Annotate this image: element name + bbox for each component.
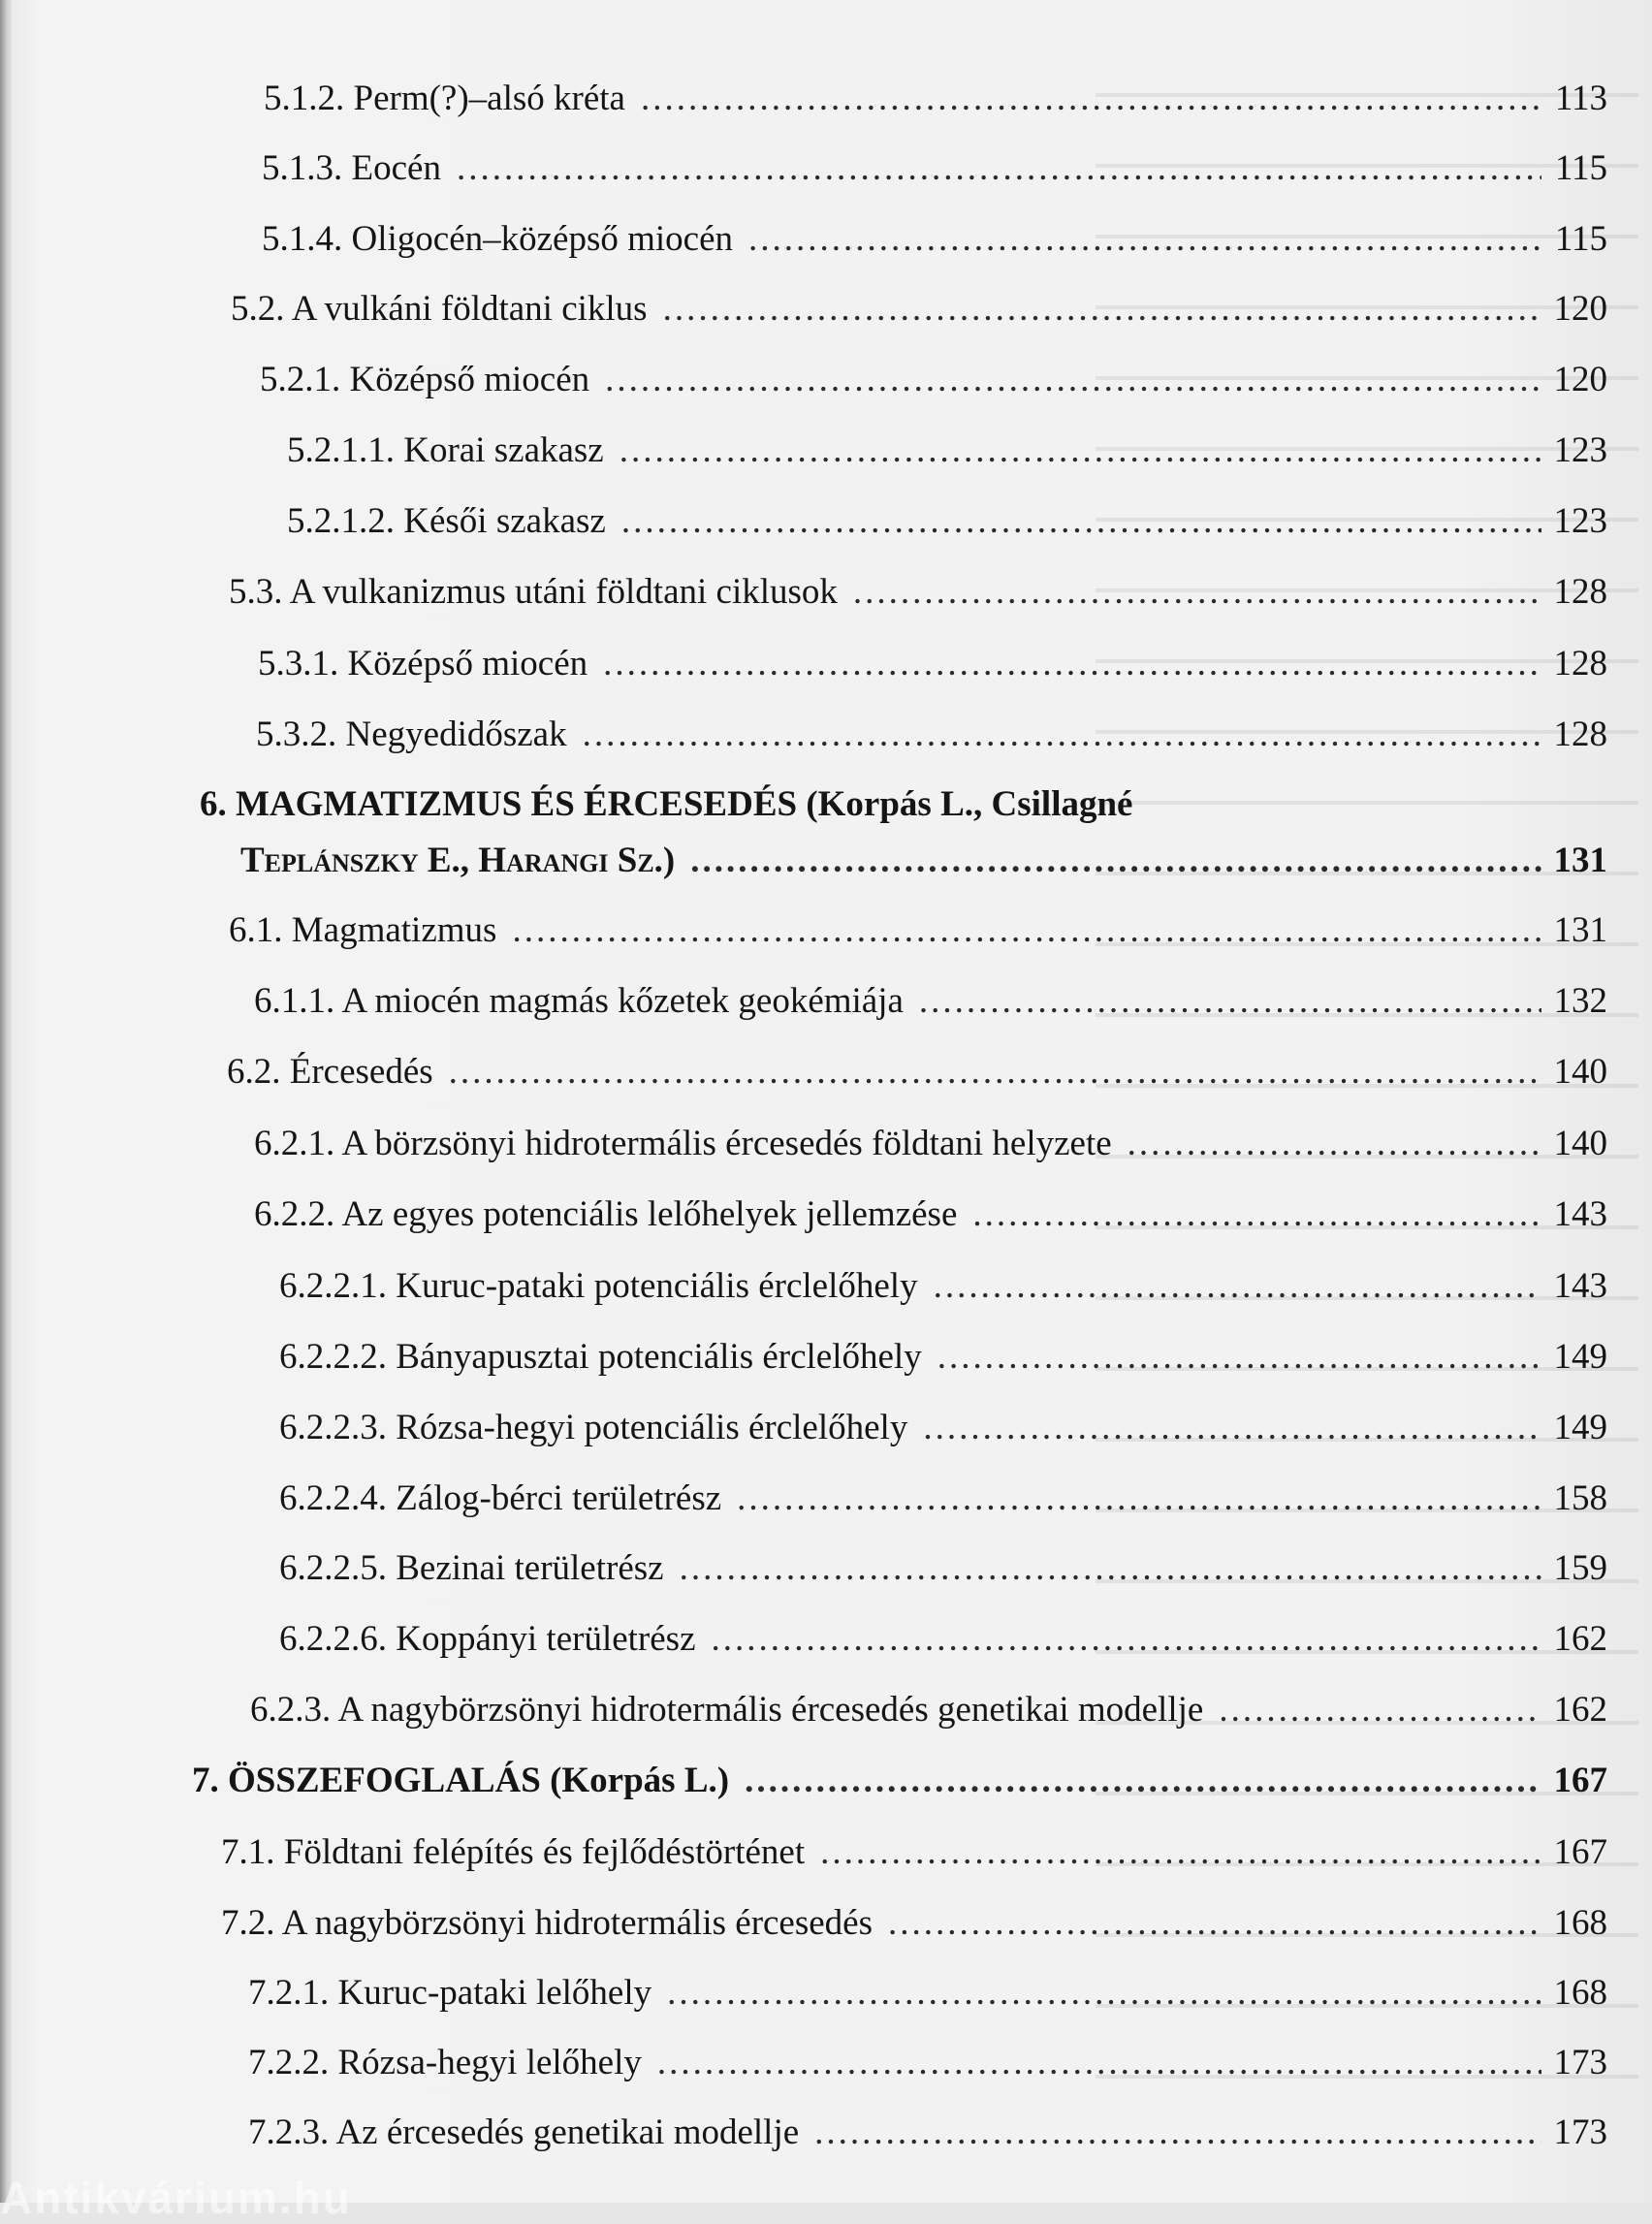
- toc-entry-label: 5.2.1.1. Korai szakasz: [287, 430, 604, 470]
- dot-leader: [583, 716, 1541, 752]
- toc-entry-page: 140: [1553, 1124, 1607, 1163]
- toc-entry: [279, 1320, 1607, 1375]
- dot-leader: [748, 221, 1541, 257]
- toc-entry: [279, 1391, 1607, 1446]
- toc-entry-label: 5.2.1. Középső miocén: [260, 360, 590, 399]
- toc-entry: [254, 965, 1607, 1019]
- toc-entry-page: 162: [1553, 1619, 1607, 1659]
- toc-entry-label: 6.1. Magmatizmus: [229, 910, 497, 950]
- toc-entry-page: 128: [1553, 572, 1607, 612]
- toc-entry-page: 113: [1554, 79, 1607, 118]
- toc-entry-label: 6.1.1. A miocén magmás kőzetek geokémiája: [254, 981, 904, 1021]
- toc-entry: [256, 698, 1607, 752]
- dot-leader: [620, 432, 1541, 468]
- toc-entry: [221, 1887, 1607, 1941]
- toc-entry: [248, 1956, 1607, 2011]
- dot-leader: [712, 1621, 1542, 1657]
- toc-entry: [287, 485, 1607, 539]
- toc-entry: [279, 1603, 1607, 1657]
- toc-entry: [227, 1035, 1607, 1090]
- dot-leader: [888, 1905, 1541, 1941]
- toc-entry: [260, 343, 1607, 397]
- dot-leader: [745, 1763, 1541, 1798]
- toc-entry-page: 115: [1554, 148, 1607, 188]
- watermark: Antikvárium.hu: [0, 2173, 352, 2223]
- toc-entry-label: 7.2.3. Az ércesedés genetikai modellje: [248, 2113, 800, 2152]
- dot-leader: [972, 1196, 1541, 1232]
- toc-entry-label: 5.3. A vulkanizmus utáni földtani ciklusok: [229, 572, 838, 612]
- dot-leader: [923, 1410, 1541, 1446]
- toc-entry-page: 167: [1553, 1761, 1607, 1800]
- toc-entry: [279, 1462, 1607, 1516]
- toc-entry-page: 131: [1553, 841, 1607, 880]
- dot-leader: [512, 912, 1541, 948]
- dot-leader: [603, 646, 1541, 682]
- toc-entry-page: 143: [1553, 1194, 1607, 1234]
- toc-entry: [254, 1178, 1607, 1232]
- toc-entry-page: 131: [1553, 910, 1607, 950]
- dot-leader: [814, 2114, 1541, 2150]
- dot-leader: [934, 1268, 1541, 1304]
- toc-entry-page: 120: [1553, 289, 1607, 329]
- dot-leader: [657, 2045, 1541, 2081]
- toc-entry-page: 159: [1553, 1548, 1607, 1588]
- toc-entry-page: 149: [1553, 1337, 1607, 1377]
- dot-leader: [457, 150, 1541, 186]
- toc-entry-page: 162: [1553, 1690, 1607, 1730]
- toc-entry-label: 5.1.2. Perm(?)–alsó kréta: [264, 79, 625, 118]
- chapter-title-line-2: Teplánszky E., Harangi Sz.): [240, 841, 676, 880]
- toc-entry-page: 149: [1553, 1408, 1607, 1447]
- toc-entry-label: 5.3.2. Negyedidőszak: [256, 715, 567, 754]
- toc-entry: [262, 132, 1607, 186]
- dot-leader: [621, 503, 1541, 539]
- toc-entry-label: 6.2.1. A börzsönyi hidrotermális ércesedés földtani helyzete: [254, 1124, 1112, 1163]
- toc-entry-page: 132: [1553, 981, 1607, 1021]
- dot-leader: [1128, 1126, 1541, 1161]
- toc-entry-label: 6.2.2.4. Zálog-bérci területrész: [279, 1478, 722, 1518]
- dot-leader: [1219, 1692, 1541, 1728]
- toc-entry-label: 7.2.2. Rózsa-hegyi lelőhely: [248, 2043, 642, 2082]
- toc-entry-page: 168: [1553, 1903, 1607, 1943]
- toc-entry: [264, 62, 1607, 116]
- toc-entry-label: 6.2.2.3. Rózsa-hegyi potenciális érclelőhely: [279, 1408, 908, 1447]
- toc-entry-label: 7.2. A nagybörzsönyi hidrotermális ércesedés: [221, 1903, 873, 1943]
- toc-entry-page: 173: [1553, 2113, 1607, 2152]
- toc-entry: [279, 1532, 1607, 1586]
- toc-entry-page: 120: [1553, 360, 1607, 399]
- dot-leader: [663, 291, 1541, 327]
- toc-entry-label: 6.2.2.2. Bányapusztai potenciális érclelőhely: [279, 1337, 922, 1377]
- toc-entry-label: 7.2.1. Kuruc-pataki lelőhely: [248, 1973, 652, 2013]
- chapter-title-line-1: [200, 768, 1132, 822]
- dot-leader: [937, 1339, 1541, 1375]
- toc-entry-page: 115: [1554, 219, 1607, 259]
- toc-entry-label: 5.3.1. Középső miocén: [258, 644, 588, 683]
- toc-entry-label: 6. MAGMATIZMUS ÉS ÉRCESEDÉS (Korpás L., Csillagné: [200, 784, 1133, 824]
- toc-entry-label: 7.1. Földtani felépítés és fejlődéstörténet: [221, 1832, 806, 1872]
- toc-entry: [279, 1250, 1607, 1304]
- toc-entry-page: 143: [1553, 1266, 1607, 1306]
- toc-entry-label: 5.2. A vulkáni földtani ciklus: [231, 289, 648, 329]
- toc-entry-label: 6.2.2. Az egyes potenciális lelőhelyek jellemzése: [254, 1194, 958, 1234]
- toc-entry-page: 168: [1553, 1973, 1607, 2013]
- toc-entry: [250, 1673, 1607, 1728]
- toc-entry: [240, 824, 1607, 878]
- dot-leader: [667, 1975, 1541, 2011]
- toc-entry: [229, 556, 1607, 610]
- toc-entry: [248, 2096, 1607, 2150]
- dot-leader: [853, 574, 1541, 610]
- dot-leader: [680, 1550, 1541, 1586]
- toc-entry: [262, 203, 1607, 257]
- dot-leader: [641, 80, 1541, 116]
- toc-entry-label: 5.1.3. Eocén: [262, 148, 441, 188]
- toc-entry-page: 158: [1553, 1478, 1607, 1518]
- toc-entry-label: 5.1.4. Oligocén–középső miocén: [262, 219, 734, 259]
- toc-entry-page: 128: [1553, 715, 1607, 754]
- toc-entry-page: 123: [1553, 430, 1607, 470]
- dot-leader: [820, 1834, 1541, 1870]
- toc-entry-label: 6.2.3. A nagybörzsönyi hidrotermális ércesedés genetikai modellje: [250, 1690, 1204, 1730]
- toc-entry-label: 6.2.2.6. Koppányi területrész: [279, 1619, 696, 1659]
- dot-leader: [690, 842, 1541, 878]
- toc-entry-label: 5.2.1.2. Késői szakasz: [287, 501, 606, 541]
- dot-leader: [449, 1054, 1541, 1090]
- dot-leader: [919, 983, 1541, 1019]
- toc-entry-page: 173: [1553, 2043, 1607, 2082]
- toc-entry: [229, 894, 1607, 948]
- toc-entry-page: 167: [1553, 1832, 1607, 1872]
- toc-entry: [254, 1107, 1607, 1161]
- toc-entry-page: 128: [1553, 644, 1607, 683]
- dot-leader: [605, 362, 1541, 397]
- toc-entry: [192, 1744, 1607, 1798]
- dot-leader: [737, 1480, 1541, 1516]
- toc-entry: [231, 272, 1607, 327]
- chapter-heading-7: 7. ÖSSZEFOGLALÁS (Korpás L.): [192, 1761, 730, 1800]
- toc-entry: [221, 1816, 1607, 1870]
- toc-entry: [248, 2026, 1607, 2081]
- toc-entry-label: 6.2.2.1. Kuruc-pataki potenciális érclelőhely: [279, 1266, 918, 1306]
- toc-entry-page: 123: [1553, 501, 1607, 541]
- toc-entry: [287, 414, 1607, 468]
- toc-entry-page: 140: [1553, 1052, 1607, 1092]
- toc-entry-label: 6.2.2.5. Bezinai területrész: [279, 1548, 664, 1588]
- toc-entry-label: 6.2. Ércesedés: [227, 1052, 433, 1092]
- toc-entry: [258, 627, 1607, 682]
